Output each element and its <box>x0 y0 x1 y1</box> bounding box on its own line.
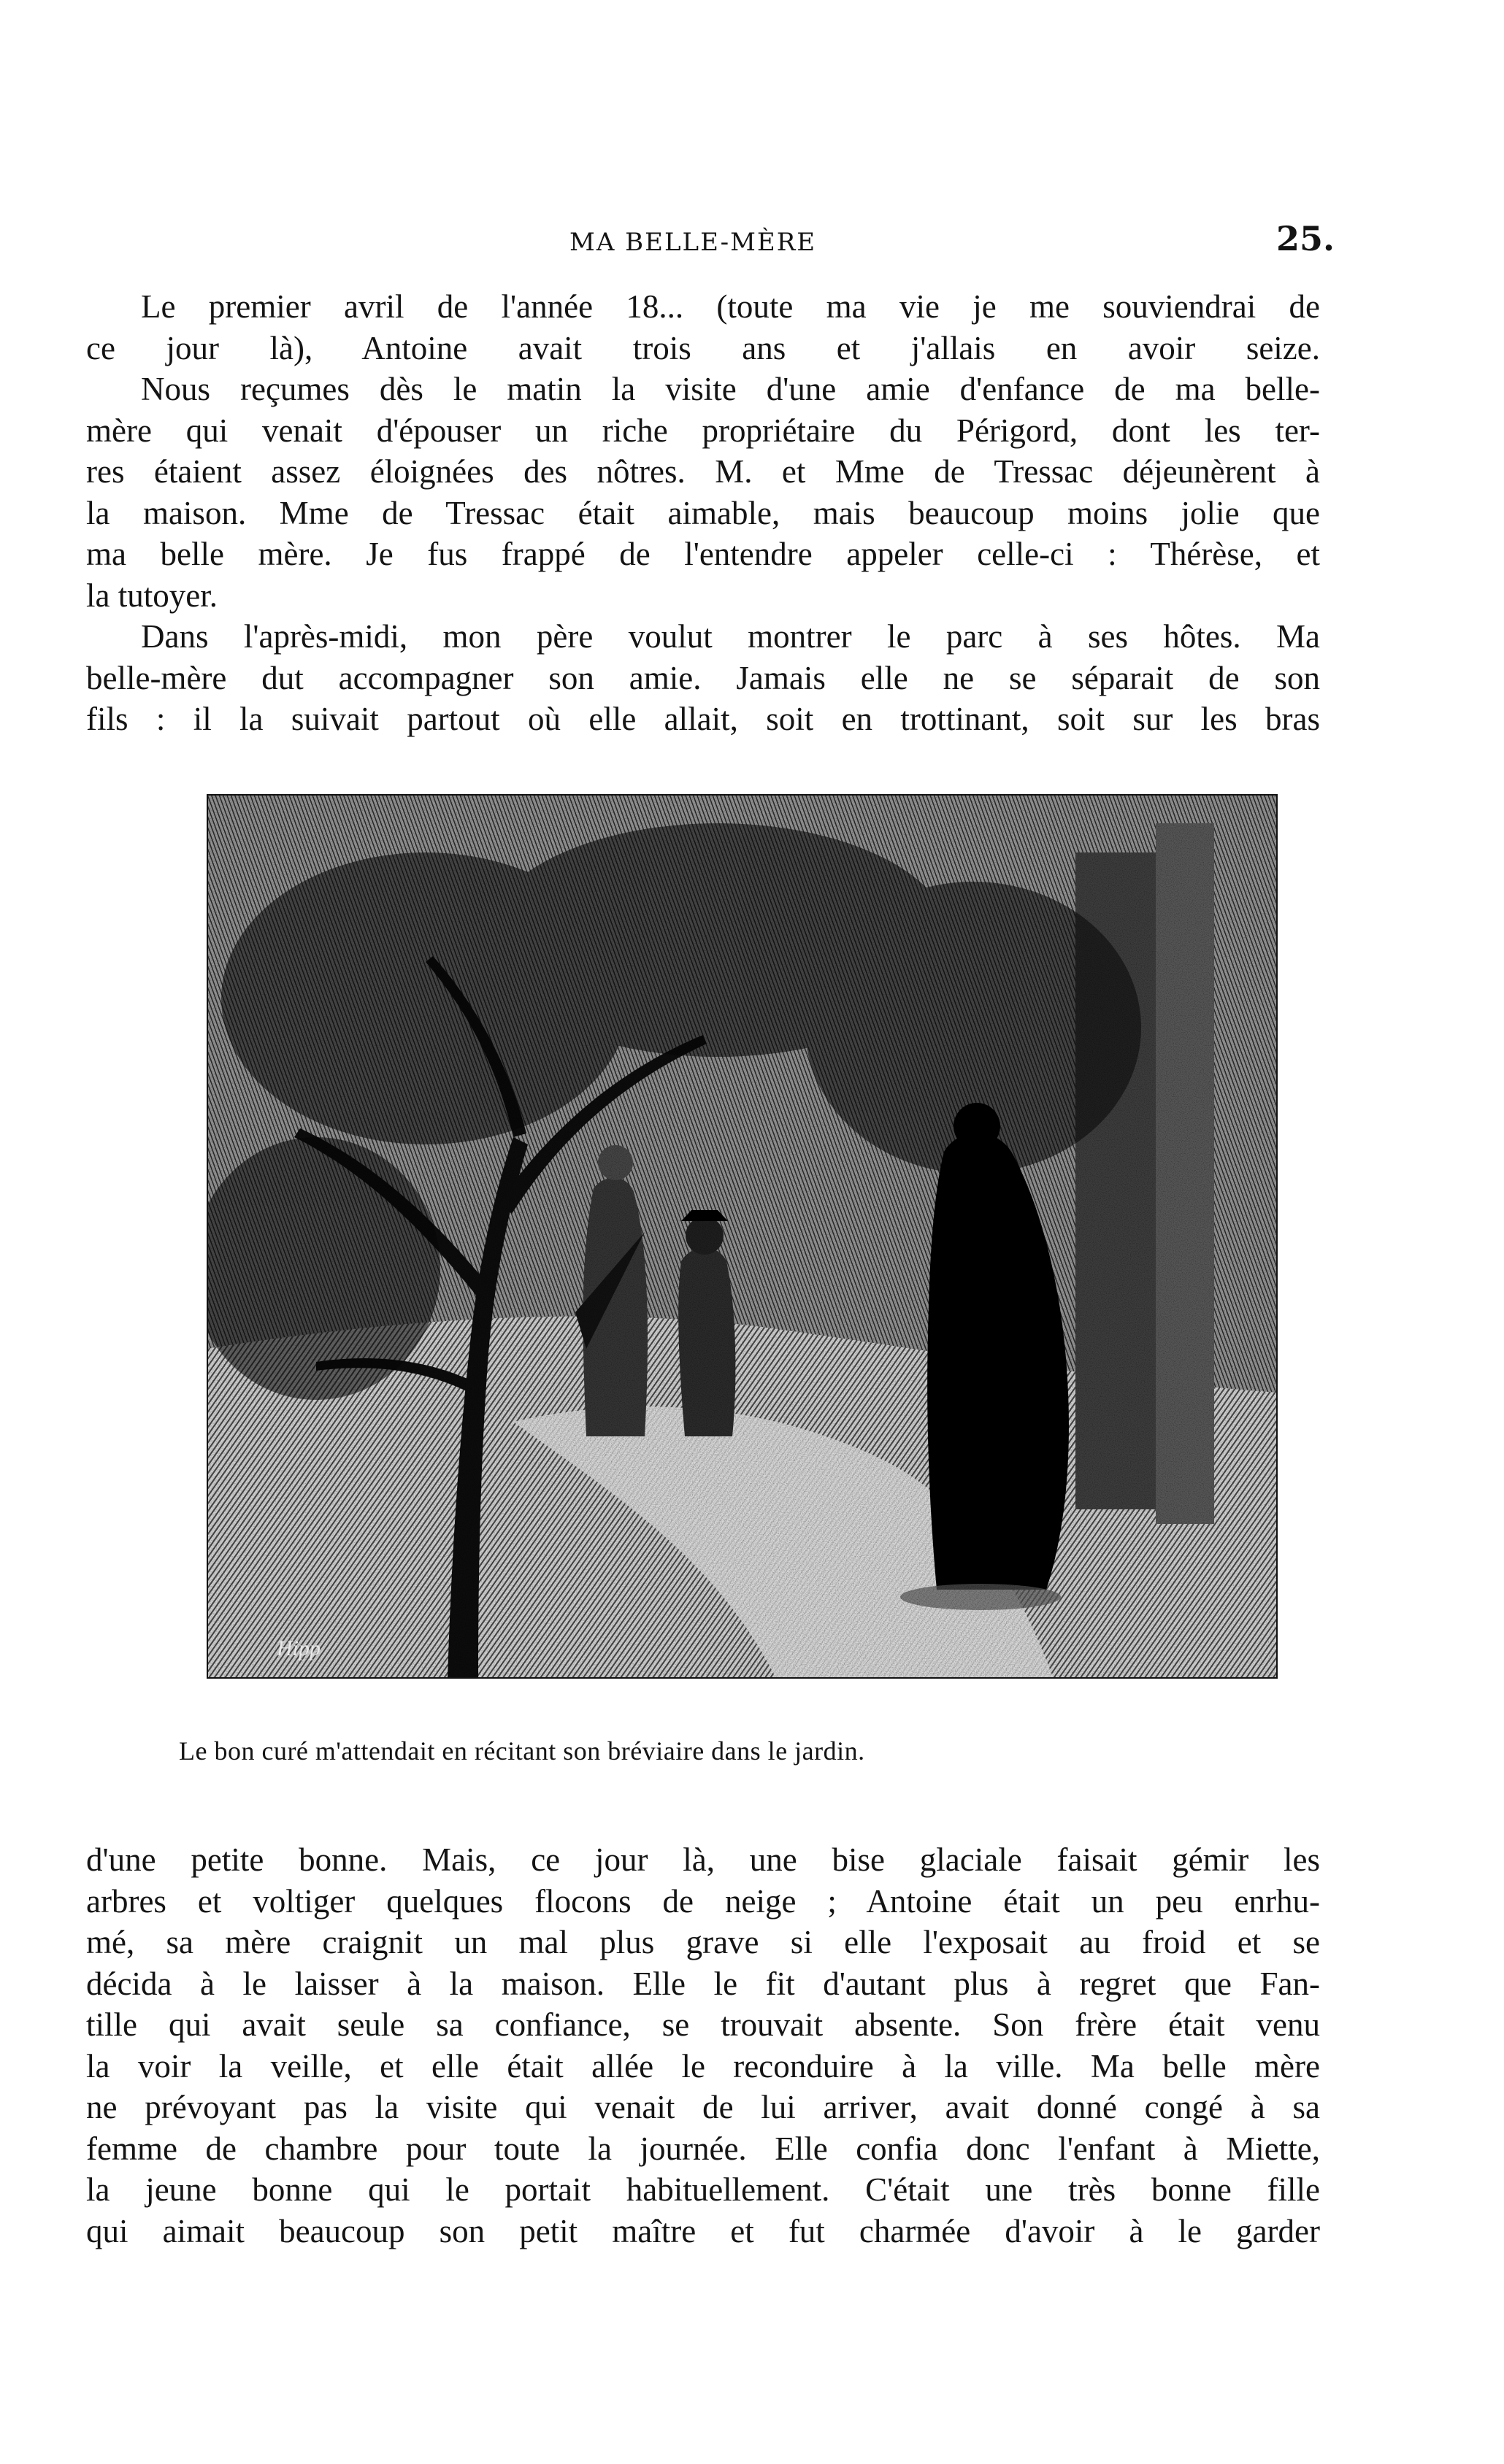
text-line: la voir la veille, et elle était allée le reconduire à la ville. Ma belle mère <box>86 2047 1320 2084</box>
text-line: Dans l'après-midi, mon père voulut montrer le parc à ses hôtes. Ma <box>141 618 1320 655</box>
text-line: décida à le laisser à la maison. Elle le fit d'autant plus à regret que Fan- <box>86 1965 1320 2002</box>
text-line: Nous reçumes dès le matin la visite d'une amie d'enfance de ma belle- <box>141 371 1320 407</box>
text-line: arbres et voltiger quelques flocons de neige ; Antoine était un peu enrhu- <box>86 1882 1320 1920</box>
text-line: tille qui avait seule sa confiance, se trouvait absente. Son frère était venu <box>86 2006 1320 2043</box>
running-title: MA BELLE-MÈRE <box>569 228 817 257</box>
text-line: la tutoyer. <box>86 577 218 614</box>
text-line: Le premier avril de l'année 18... (toute ma vie je me souviendrai de <box>141 288 1320 325</box>
text-line: mé, sa mère craignit un mal plus grave si elle l'exposait au froid et se <box>86 1924 1320 1960</box>
engraver-signature: Hipp <box>277 1636 321 1660</box>
text-line: mère qui venait d'épouser un riche propriétaire du Périgord, dont les ter- <box>86 412 1320 449</box>
text-line: belle-mère dut accompagner son amie. Jamais elle ne se séparait de son <box>86 659 1320 696</box>
text-block-bottom <box>86 1839 1320 2252</box>
text-line: ce jour là), Antoine avait trois ans et j'allais en avoir seize. <box>86 329 1320 366</box>
text-line: la jeune bonne qui le portait habituellement. C'était une très bonne fille <box>86 2171 1320 2208</box>
text-line: femme de chambre pour toute la journée. Elle confia donc l'enfant à Miette, <box>86 2130 1320 2167</box>
engraving-garden-scene-icon <box>207 794 1278 1679</box>
text-line: res étaient assez éloignées des nôtres. M. et Mme de Tressac déjeunèrent à <box>86 453 1320 490</box>
text-line: d'une petite bonne. Mais, ce jour là, une bise glaciale faisait gémir les <box>86 1841 1320 1878</box>
text-line: fils : il la suivait partout où elle allait, soit en trottinant, soit sur les bras <box>86 701 1320 737</box>
text-line: ne prévoyant pas la visite qui venait de lui arriver, avait donné congé à sa <box>86 2089 1320 2125</box>
text-line: ma belle mère. Je fus frappé de l'entendre appeler celle-ci : Thérèse, et <box>86 536 1320 572</box>
page-number: 25. <box>1276 219 1335 258</box>
text-block-top <box>86 286 1320 740</box>
illustration-caption: Le bon curé m'attendait en récitant son bréviaire dans le jardin. <box>179 1736 865 1766</box>
text-line: la maison. Mme de Tressac était aimable, mais beaucoup moins jolie que <box>86 494 1320 531</box>
text-line: qui aimait beaucoup son petit maître et fut charmée d'avoir à le garder <box>86 2212 1320 2249</box>
